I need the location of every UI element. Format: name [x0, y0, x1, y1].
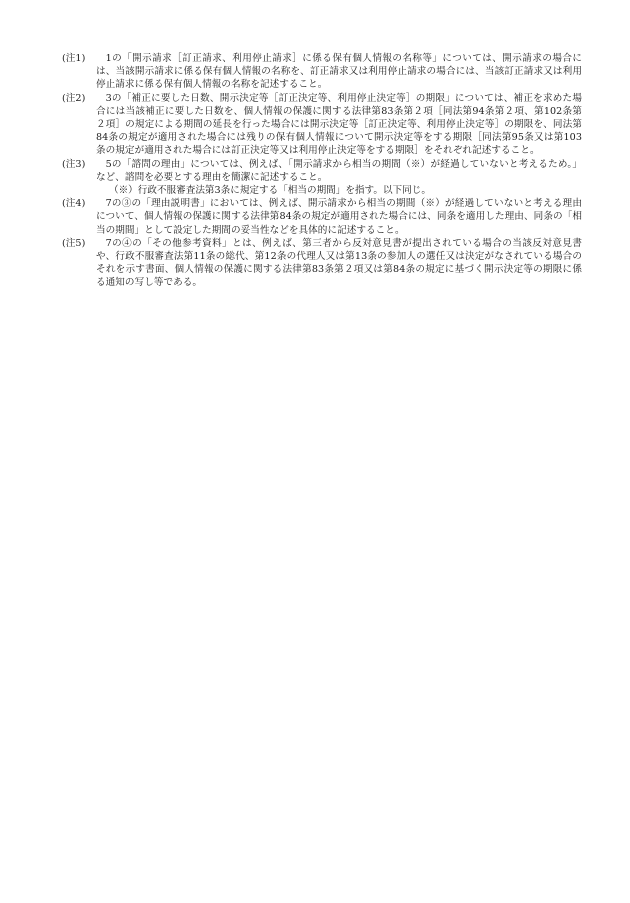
note-text: 3の「補正に要した日数、開示決定等［訂正決定等、利用停止決定等］の期限」については、補正を求めた場合には当該補正に要した日数を、個人情報の保護に関する法律第83条第２項［同法第94条第２項、第102条第２項］の規定による期間の延長を行った場合には開示決定等［訂正決定等、利用停止決定等］の期限を、同法第84条の規定が適用された場合には残りの保有個人情報について開示決定等をする期限［同法第95条又は第103条の規定が適用された場合には訂正決定等又は利用停止決定等をする期限］をそれぞれ記述すること。: [96, 92, 582, 157]
note-3-subnote: （※）行政不服審査法第3条に規定する「相当の期間」を指す。以下同じ。: [109, 185, 431, 197]
note-5: [62, 237, 582, 290]
note-text: 1の「開示請求［訂正請求、利用停止請求］に係る保有個人情報の名称等」については、開示請求の場合には、当該開示請求に係る保有個人情報の名称を、訂正請求又は利用停止請求の場合には、当該訂正請求又は利用停止請求に係る保有個人情報の名称を記述すること。: [96, 53, 582, 91]
note-label: (注4): [62, 198, 86, 210]
note-text: 7の④の「その他参考資料」とは、例えば、第三者から反対意見書が提出されている場合の当該反対意見書や、行政不服審査法第11条の総代、第12条の代理人又は第13条の参加人の選任又は決定がなされている場合のそれを示す書面、個人情報の保護に関する法律第83条第２項又は第84条の規定に基づく開示決定等の期限に係る通知の写し等である。: [96, 237, 582, 289]
note-label: (注2): [62, 92, 86, 104]
note-1: [62, 52, 582, 92]
note-label: (注1): [62, 53, 86, 64]
note-3: [62, 158, 582, 184]
note-label: (注5): [62, 237, 86, 249]
note-2: [62, 92, 582, 158]
note-text: 5の「諮問の理由」については、例えば、「開示請求から相当の期間（※）が経過していないと考えるため。」など、諮問を必要とする理由を簡潔に記述すること。: [96, 158, 582, 183]
note-label: (注3): [62, 158, 86, 170]
note-text: 7の③の「理由説明書」においては、例えば、開示請求から相当の期間（※）が経過していないと考える理由について、個人情報の保護に関する法律第84条の規定が適用された場合には、同条を適用した理由、同条の「相当の期間」として設定した期間の妥当性などを具体的に記述すること。: [96, 198, 582, 236]
notes-section: [62, 52, 582, 290]
note-4: [62, 197, 582, 237]
